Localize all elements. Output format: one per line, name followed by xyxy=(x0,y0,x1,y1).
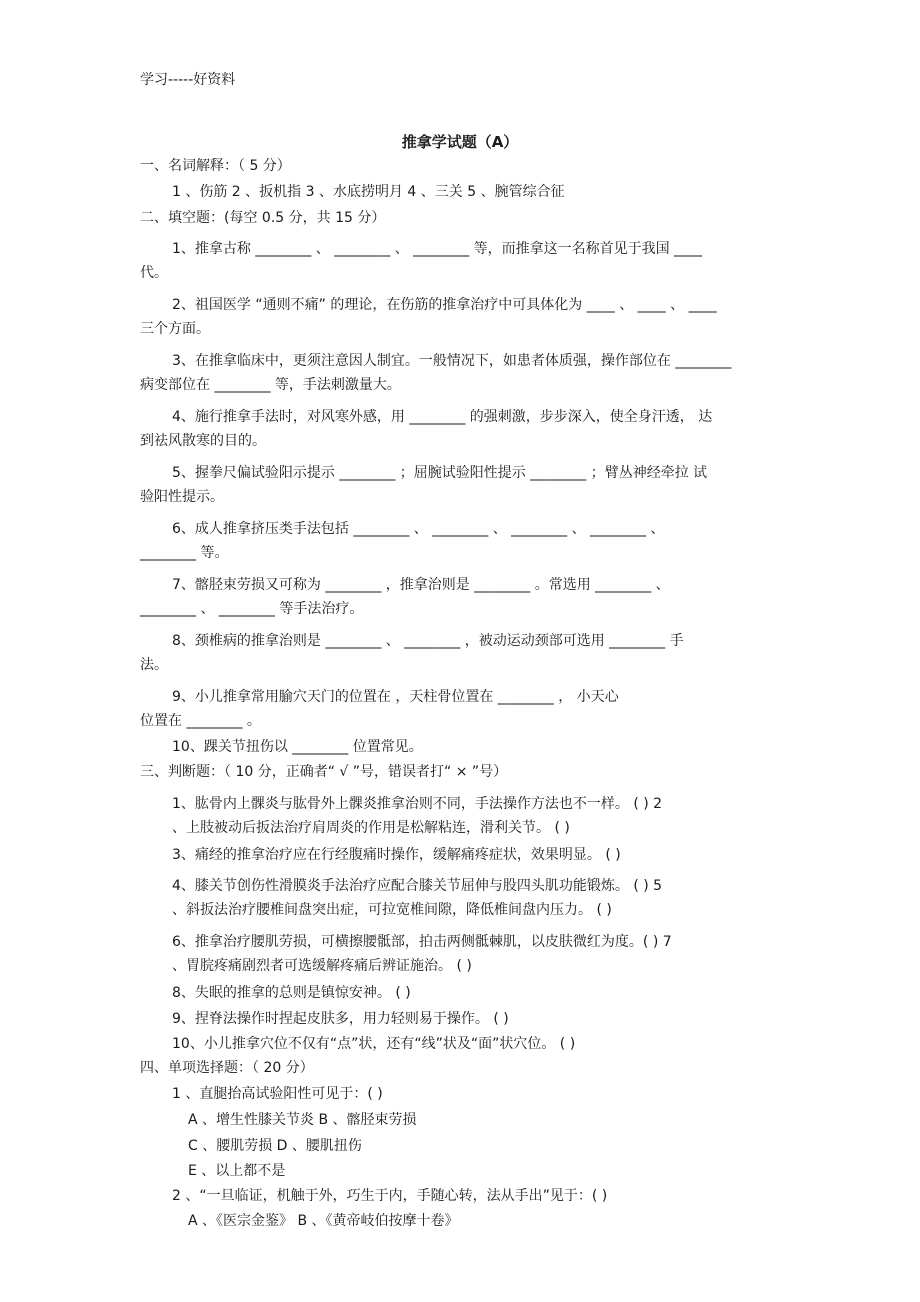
fill-question: 8、颈椎病的推拿治则是 ________ 、 ________ ，被动运动颈部可选用 ________ 手 xyxy=(172,633,684,649)
fill-question: 10、踝关节扭伤以 ________ 位置常见。 xyxy=(172,739,423,755)
fill-question: 1、推拿古称 ________ 、 ________ 、 ________ 等，而推拿这一名称首见于我国 ____ xyxy=(172,241,703,257)
judge-line: 10、小儿推拿穴位不仅有“点”状，还有“线”状及“面”状穴位。 ( ) xyxy=(172,1036,576,1052)
choice-options: A 、增生性膝关节炎 B 、髂胫束劳损 xyxy=(188,1112,417,1128)
fill-question-cont: 法。 xyxy=(140,657,168,673)
section-1-terms: 1 、伤筋 2 、扳机指 3 、水底捞明月 4 、三关 5 、腕管综合征 xyxy=(172,184,565,200)
fill-question-cont: ________ 等。 xyxy=(140,545,229,561)
fill-question: 9、小儿推拿常用腧穴天门的位置在 ，天柱骨位置在 ________ ， 小天心 xyxy=(172,689,619,705)
choice-question: 1 、直腿抬高试验阳性可见于：( ) xyxy=(172,1086,383,1102)
fill-question-cont: ________ 、 ________ 等手法治疗。 xyxy=(140,601,364,617)
fill-question-cont: 验阳性提示。 xyxy=(140,489,224,505)
section-3-heading: 三、判断题：（ 10 分，正确者“ √ ”号，错误者打“ × ”号） xyxy=(140,764,508,780)
fill-question: 2、祖国医学 “通则不痛” 的理论，在伤筋的推拿治疗中可具体化为 ____ 、 ____ 、 ____ xyxy=(172,297,717,313)
judge-line: 3、痛经的推拿治疗应在行经腹痛时操作，缓解痛疼症状，效果明显。 ( ) xyxy=(172,847,621,863)
section-2-heading: 二、填空题：(每空 0.5 分，共 15 分） xyxy=(140,210,386,226)
fill-question: 3、在推拿临床中，更须注意因人制宜。一般情况下，如患者体质强，操作部位在 ________ xyxy=(172,353,732,369)
fill-question: 5、握拳尺偏试验阳示提示 ________ ；屈腕试验阳性提示 ________ ；臂丛神经牵拉 试 xyxy=(172,465,708,481)
section-1-heading: 一、名词解释：（ 5 分） xyxy=(140,158,291,174)
choice-options: C 、腰肌劳损 D 、腰肌扭伤 xyxy=(188,1138,362,1154)
section-4-heading: 四、单项选择题：（ 20 分） xyxy=(140,1060,314,1076)
judge-line: 、上肢被动后扳法治疗肩周炎的作用是松解粘连，滑利关节。 ( ) xyxy=(172,820,570,836)
judge-line: 、斜扳法治疗腰椎间盘突出症，可拉宽椎间隙，降低椎间盘内压力。 ( ) xyxy=(172,902,612,918)
fill-question-cont: 代。 xyxy=(140,265,168,281)
fill-question: 6、成人推拿挤压类手法包括 ________ 、 ________ 、 ________ 、 ________ 、 xyxy=(172,521,665,537)
judge-line: 4、膝关节创伤性滑膜炎手法治疗应配合膝关节屈伸与股四头肌功能锻炼。 ( ) 5 xyxy=(172,878,663,894)
fill-question-cont: 到祛风散寒的目的。 xyxy=(140,433,266,449)
fill-question: 7、髂胫束劳损又可称为 ________ ，推拿治则是 ________ 。常选用 ________ 、 xyxy=(172,577,670,593)
judge-line: 1、肱骨内上髁炎与肱骨外上髁炎推拿治则不同，手法操作方法也不一样。 ( ) 2 xyxy=(172,796,663,812)
judge-line: 、胃脘疼痛剧烈者可选缓解疼痛后辨证施治。 ( ) xyxy=(172,958,472,974)
judge-line: 8、失眠的推拿的总则是镇惊安神。 ( ) xyxy=(172,985,411,1001)
choice-options: E 、以上都不是 xyxy=(188,1163,286,1179)
exam-title: 推拿学试题（A） xyxy=(401,133,519,151)
fill-question-cont: 位置在 ________ 。 xyxy=(140,713,261,729)
judge-line: 9、捏脊法操作时捏起皮肤多，用力轻则易于操作。 ( ) xyxy=(172,1011,509,1027)
choice-question: 2 、“一旦临证，机触于外，巧生于内，手随心转，法从手出”见于：( ) xyxy=(172,1188,608,1204)
choice-options: A 、《医宗金鉴》 B 、《黄帝岐伯按摩十卷》 xyxy=(188,1213,459,1229)
fill-question-cont: 三个方面。 xyxy=(140,321,210,337)
judge-line: 6、推拿治疗腰肌劳损，可横擦腰骶部，拍击两侧骶棘肌，以皮肤微红为度。( ) 7 xyxy=(172,934,672,950)
fill-question: 4、施行推拿手法时，对风寒外感，用 ________ 的强刺激，步步深入，使全身汗透， 达 xyxy=(172,409,713,425)
fill-question-cont: 病变部位在 ________ 等，手法刺激量大。 xyxy=(140,377,401,393)
page-header: 学习-----好资料 xyxy=(140,72,236,88)
